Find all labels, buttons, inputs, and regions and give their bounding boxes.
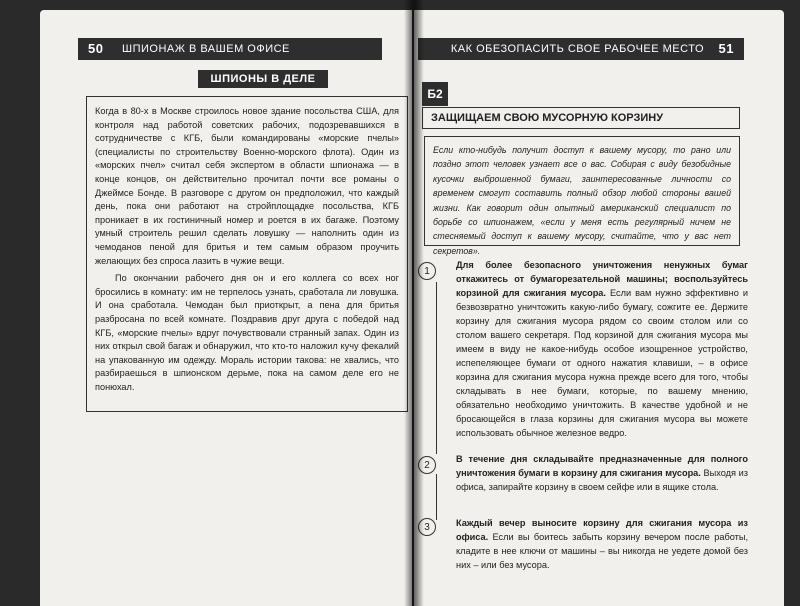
running-title: КАК ОБЕЗОПАСИТЬ СВОЕ РАБОЧЕЕ МЕСТО [450, 43, 704, 55]
tip-3 [456, 516, 748, 572]
section-title: ЗАЩИЩАЕМ СВОЮ МУСОРНУЮ КОРЗИНУ [422, 107, 740, 129]
tip-number: 2 [418, 456, 436, 474]
tip-2 [456, 452, 748, 494]
tip-text: Выходя из офиса, запирайте корзину в своем сейфе или в ящике стола. [456, 468, 748, 492]
tip-text: Если вам нужно эффективно и безвозвратно уничтожить какую-либо бумагу, сожгите ее. Держите корзину для сжигания мусора рядом со своим столом или со столом вашего секретаря. Под корзиной для сжигания мусора мы имеем в виду не какое-нибудь особое изощренное устройство, испепеляющее бумаги от одного нажатия клавиши, – в офисе корзина для сжигания мусора нужна прежде всего для того, чтобы складывать в нее бумаги, которые, по вашему мнению, обязательно необходимо уничтожить. В качестве удобной и не бросающейся в глаза корзины для сжигания мусора вы можете использовать обычное железное ведро. [456, 288, 748, 438]
left-page [40, 10, 412, 606]
tip-bold: Для более безопасного уничтожения ненужных бумаг откажитесь от бумагорезательной машины; воспользуйтесь корзиной для сжигания мусора. [456, 260, 748, 298]
page-number: 51 [718, 41, 734, 56]
tip-bold: В течение дня складывайте предназначенные для полного уничтожения бумаги в корзину для сжигания мусора. [456, 454, 748, 478]
intro-text: Если кто-нибудь получит доступ к вашему мусору, то рано или поздно этот человек узнает все о вас. Собирая с виду безобидные кусочки выброшенной бумаги, заинтересованные личности со временем смогут составить полный обзор любой стороны вашей жизни. Как говорит один опытный американский специалист по борьбе со шпионажем, «если у меня есть регулярный ничем не стесняемый доступ к вашему мусору, считайте, что у вас нет секретов». [433, 145, 731, 256]
page-number: 50 [88, 41, 104, 56]
left-running-header [78, 38, 382, 60]
tip-1 [456, 258, 748, 440]
book-gutter [404, 0, 424, 606]
running-title: ШПИОНАЖ В ВАШЕМ ОФИСЕ [122, 43, 290, 55]
right-running-header [418, 38, 744, 60]
sidebar-label: ШПИОНЫ В ДЕЛЕ [198, 70, 328, 88]
story-paragraph: По окончании рабочего дня он и его коллега со всех ног бросились в комнату: им не терпелось узнать, сработала ли ловушка. И она сработала. Чемодан был приоткрыт, а пена для бритья разбросана по всей комнате. Поздравив друг друга с победой над КГБ, «морские пчелы» вдруг почувствовали странный запах. Один из них открыл свой багаж и обнаружил, что кто-то наложил кучу фекалий на упакованную им одежду. Мораль истории такова: не хвались, что разбираешься в шпионском дерьме, пока на самом деле его не понюхал. [95, 273, 399, 392]
intro-box [424, 136, 740, 256]
tip-rule [436, 282, 437, 454]
tip-bold: Каждый вечер выносите корзину для сжигания мусора из офиса. [456, 518, 748, 542]
tip-number: 1 [418, 262, 436, 280]
tip-rule [436, 474, 437, 520]
tip-number: 3 [418, 518, 436, 536]
story-box [86, 96, 408, 412]
right-page [414, 10, 784, 606]
tip-text: Если вы боитесь забыть корзину вечером после работы, кладите в нее ключи от машины – вы никогда не уедете домой без них – или без мусора. [456, 532, 748, 570]
section-badge: Б2 [422, 82, 448, 106]
story-paragraph: Когда в 80-х в Москве строилось новое здание посольства США, для контроля над работой советских рабочих, подозревавшихся в сотрудничестве с КГБ, были командированы «морские пчелы» (специалисты по строительству Военно-морского флота). Один из «морских пчел» считал себя экспертом в области шпионажа — в конце концов, он действительно прочитал почти все романы о Джеймсе Бонде. В разговоре с другом он предположил, что каждый день, пока они работают на стройплощадке посольства, КГБ проникает в их гостиничный номер и роется в их багаже. Поэтому умный строитель решил сделать ловушку — наполнить один из чемоданов пеной для бритья и тем самым образом проучить желающих без спроса лазить в чужие вещи. [95, 106, 399, 266]
